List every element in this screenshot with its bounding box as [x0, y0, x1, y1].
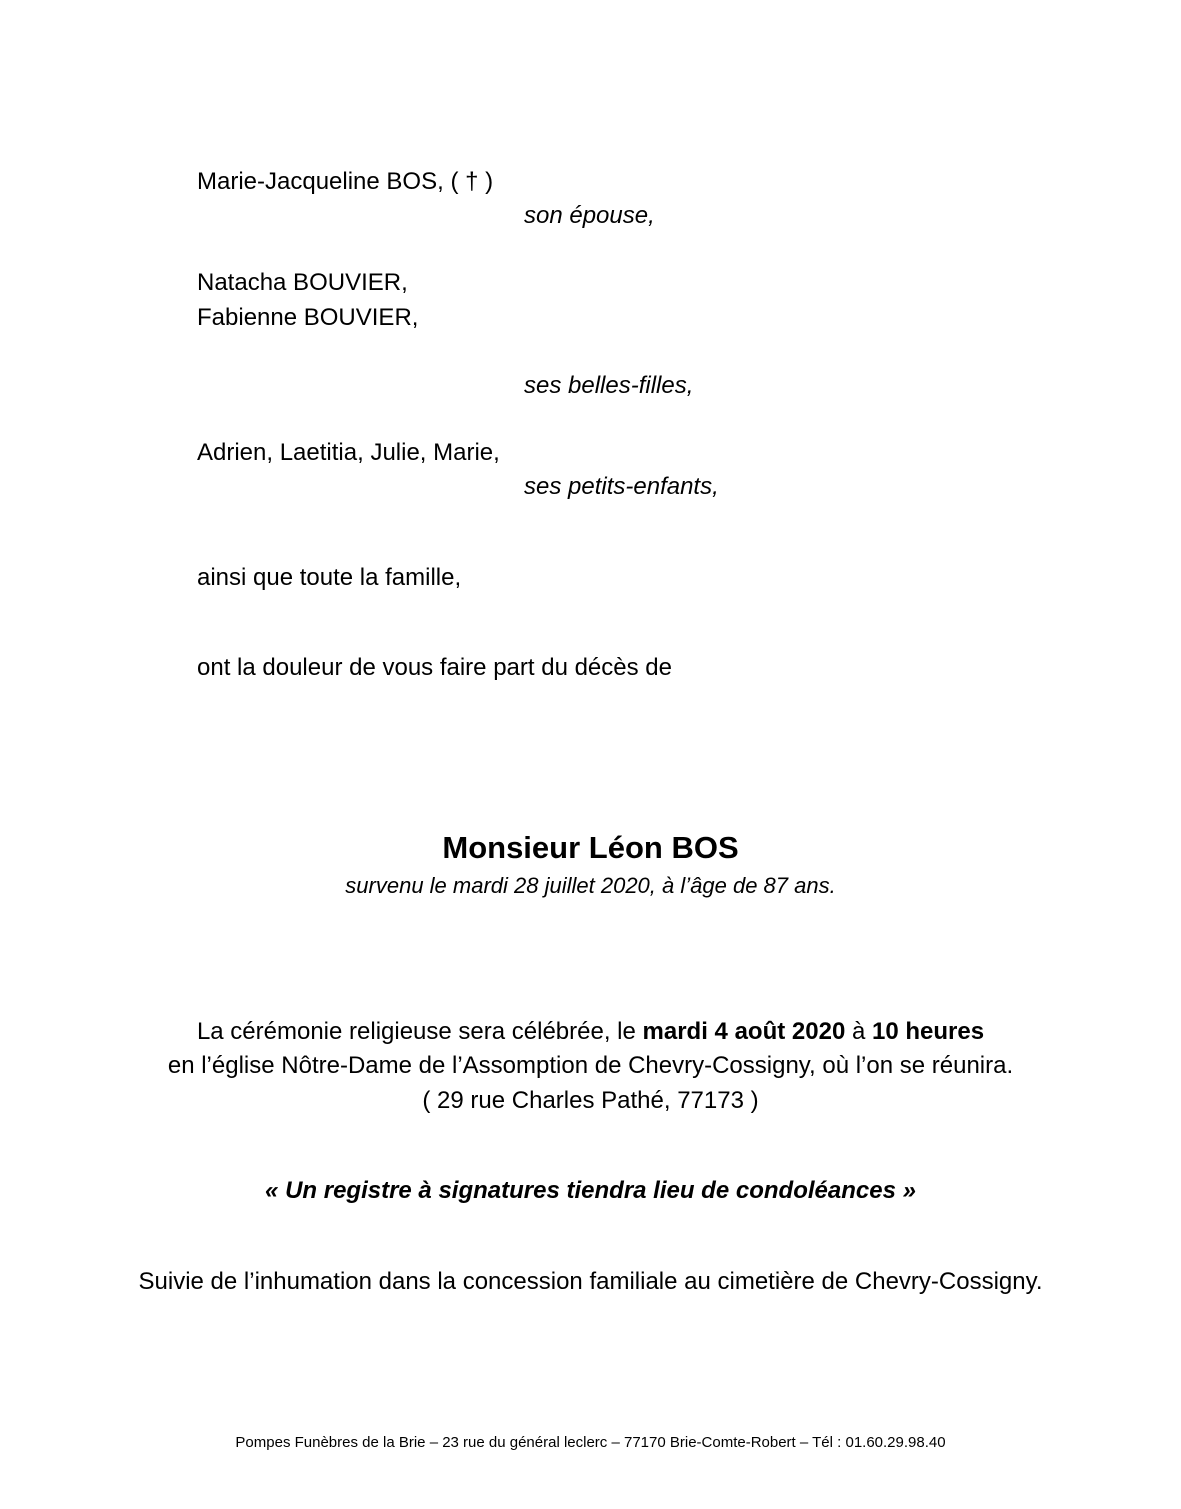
announcement-text: ont la douleur de vous faire part du décès de	[197, 654, 672, 681]
ceremony-at: à	[845, 1018, 872, 1045]
ceremony-line-1	[0, 1017, 1181, 1047]
deceased-name: Monsieur Léon BOS	[442, 830, 739, 865]
ceremony-date: mardi 4 août 2020	[642, 1018, 846, 1045]
grandchildren-names: Adrien, Laetitia, Julie, Marie,	[197, 439, 500, 466]
ceremony-time: 10 heures	[871, 1018, 985, 1045]
daughter-name-1: Natacha BOUVIER,	[197, 269, 408, 296]
ceremony-prefix: La cérémonie religieuse sera célébrée, le	[196, 1018, 643, 1045]
wife-name: Marie-Jacqueline BOS, ( † )	[197, 168, 494, 195]
burial-notice: Suivie de l’inhumation dans la concession familiale au cimetière de Chevry-Cossigny.	[138, 1268, 1043, 1295]
deceased-details: survenu le mardi 28 juillet 2020, à l’âge de 87 ans.	[345, 873, 836, 898]
daughter-name-2: Fabienne BOUVIER,	[197, 304, 419, 331]
wife-role: son épouse,	[524, 202, 655, 229]
registry-notice: « Un registre à signatures tiendra lieu de condoléances »	[265, 1177, 916, 1204]
ceremony-address: ( 29 rue Charles Pathé, 77173 )	[422, 1087, 759, 1114]
ceremony-location: en l’église Nôtre-Dame de l’Assomption de Chevry-Cossigny, où l’on se réunira.	[167, 1052, 1014, 1079]
grandchildren-role: ses petits-enfants,	[524, 473, 719, 500]
funeral-home-footer: Pompes Funèbres de la Brie – 23 rue du général leclerc – 77170 Brie-Comte-Robert – Tél : 01.60.29.98.40	[235, 1434, 946, 1451]
daughters-role: ses belles-filles,	[524, 372, 694, 399]
whole-family: ainsi que toute la famille,	[197, 564, 462, 591]
